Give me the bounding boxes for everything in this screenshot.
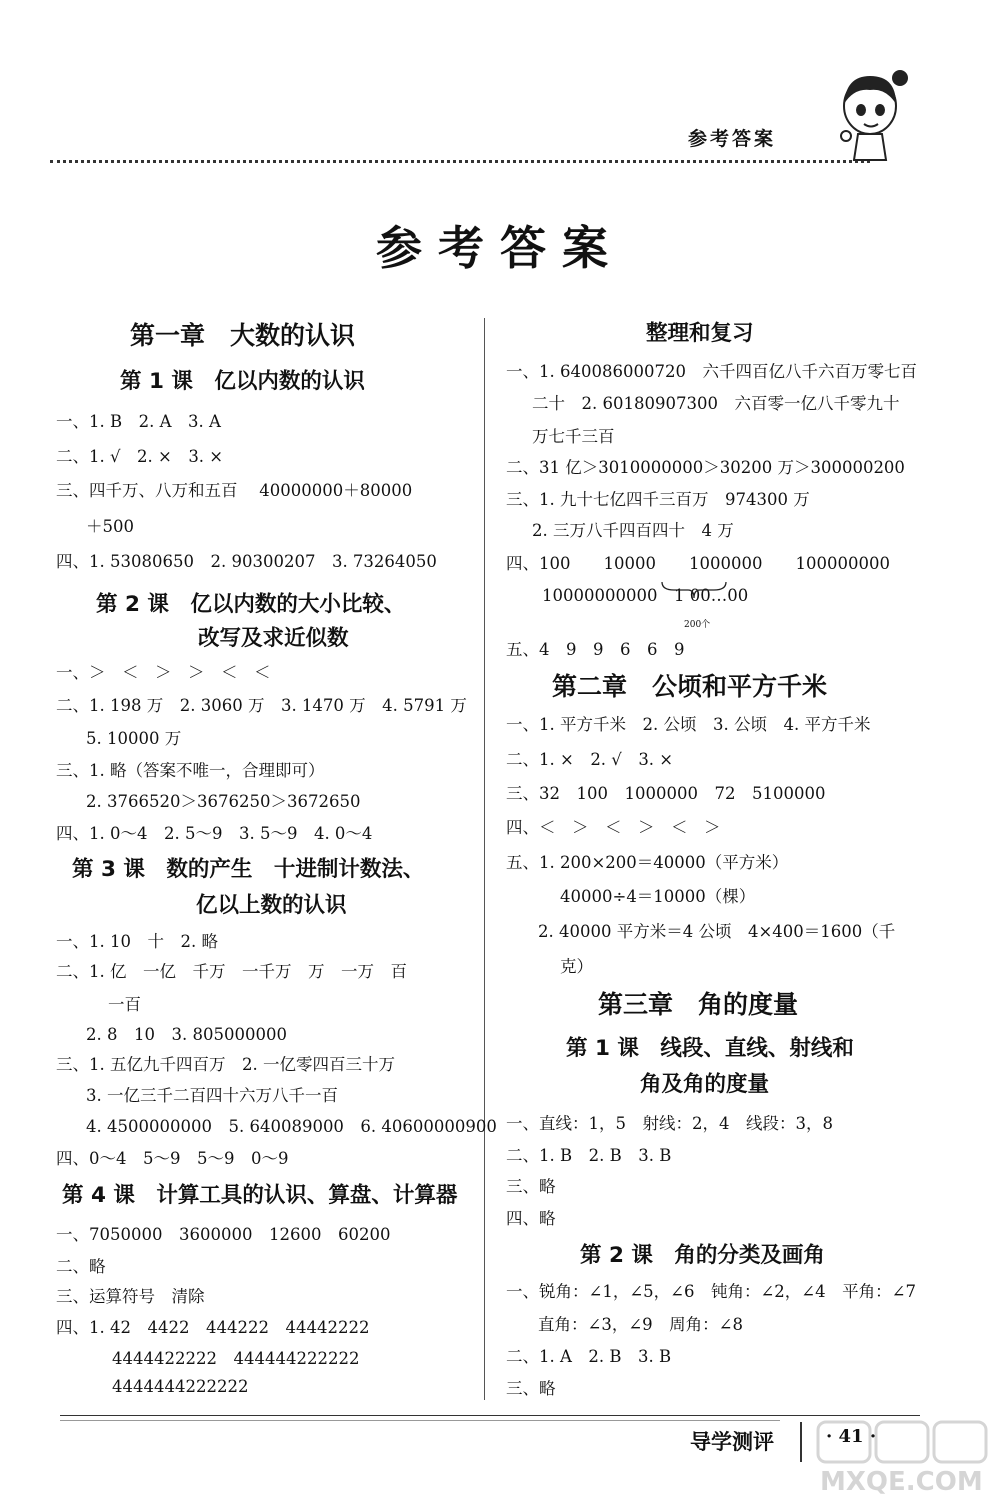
answer-line: 一、1. 平方千米 2. 公顷 3. 公顷 4. 平方千米 [506, 715, 871, 734]
answer-line: 一、直线：1，5 射线：2，4 线段：3，8 [506, 1114, 833, 1133]
answer-line: 三、1. 五亿九千四百万 2. 一亿零四百三十万 [56, 1055, 395, 1074]
answer-line: 二、1. A 2. B 3. B [506, 1347, 672, 1366]
answer-line: 三、1. 略（答案不唯一，合理即可） [56, 761, 325, 780]
answer-line: 一百 [108, 995, 141, 1014]
answer-line: 五、1. 200×200＝40000（平方米） [506, 853, 789, 872]
header-dotted-line [50, 160, 870, 163]
answer-line: 二十 2. 60180907300 六百零一亿八千零九十 [532, 394, 900, 413]
answer-line: 一、1. 10 十 2. 略 [56, 932, 218, 951]
answer-line: 二、略 [56, 1257, 106, 1276]
section-heading: 第 4 课 计算工具的认识、算盘、计算器 [62, 1183, 458, 1208]
answer-line: 2. 40000 平方米＝4 公顷 4×400＝1600（千 [538, 922, 896, 941]
answer-line: 四、略 [506, 1209, 556, 1228]
section-heading: 第 1 课 亿以内数的认识 [120, 369, 365, 394]
answer-line: 2. 3766520＞3676250＞3672650 [86, 792, 361, 811]
answer-line: 四、0～4 5～9 5～9 0～9 [56, 1149, 289, 1168]
section-heading: 第二章 公顷和平方千米 [552, 672, 828, 701]
answer-line: 三、运算符号 清除 [56, 1287, 205, 1306]
section-heading: 改写及求近似数 [198, 626, 349, 651]
section-heading: 第 1 课 线段、直线、射线和 [566, 1036, 854, 1061]
answer-line: 4444422222 444444222222 [112, 1349, 360, 1368]
answer-line: 四、1. 53080650 2. 90300207 3. 73264050 [56, 552, 437, 571]
answer-line: 四、1. 42 4422 444222 44442222 [56, 1318, 370, 1337]
answer-line: ＋500 [86, 517, 134, 536]
mascot-illustration [826, 64, 916, 164]
answer-line: 5. 10000 万 [86, 729, 182, 748]
footer-line [60, 1415, 920, 1416]
section-heading: 第 2 课 角的分类及画角 [580, 1243, 825, 1268]
answer-line: 直角：∠3，∠9 周角：∠8 [538, 1315, 743, 1334]
answer-line: 四、100 10000 1000000 100000000 [506, 554, 890, 573]
underbrace-icon [660, 580, 728, 606]
page-title: 参考答案 [376, 221, 624, 275]
footer-line-thin [60, 1420, 780, 1421]
answer-line: 4. 4500000000 5. 640089000 6. 40600000900 [86, 1117, 497, 1136]
answer-line: 二、31 亿＞3010000000＞30200 万＞300000200 [506, 458, 905, 477]
section-heading: 角及角的度量 [640, 1072, 770, 1097]
answer-line: 一、1. B 2. A 3. A [56, 412, 221, 431]
answer-line: 二、1. √ 2. × 3. × [56, 447, 224, 466]
answer-line: 一、7050000 3600000 12600 60200 [56, 1225, 391, 1244]
answer-line: 四、＜ ＞ ＜ ＞ ＜ ＞ [506, 818, 721, 837]
answer-line: 三、略 [506, 1379, 556, 1398]
answer-line: 2. 三万八千四百四十 4 万 [532, 521, 734, 540]
answer-line: 三、四千万、八万和五百 40000000＋80000 [56, 481, 413, 500]
answer-line: 三、1. 九十七亿四千三百万 974300 万 [506, 490, 810, 509]
answer-line: 4444444222222 [112, 1377, 249, 1396]
answer-line: 一、锐角：∠1，∠5，∠6 钝角：∠2，∠4 平角：∠7 [506, 1282, 916, 1301]
column-divider [484, 318, 485, 1400]
answer-line: 二、1. × 2. √ 3. × [506, 750, 674, 769]
answer-line: 3. 一亿三千二百四十六万八千一百 [86, 1086, 338, 1105]
answer-line: 三、32 100 1000000 72 5100000 [506, 784, 826, 803]
answer-line: 克） [560, 957, 593, 976]
answer-line: 四、1. 0～4 2. 5～9 3. 5～9 4. 0～4 [56, 824, 373, 843]
svg-text:MXQE.COM: MXQE.COM [820, 1467, 983, 1496]
answer-line: 三、略 [506, 1177, 556, 1196]
section-heading: 第 3 课 数的产生 十进制计数法、 [72, 857, 425, 882]
header-label: 参考答案 [688, 128, 777, 150]
page-number: · 41 · [826, 1426, 877, 1447]
section-heading: 第 2 课 亿以内数的大小比较、 [96, 592, 406, 617]
answer-line: 2. 8 10 3. 805000000 [86, 1025, 287, 1044]
answer-line: 万七千三百 [532, 427, 615, 446]
brace-label: 200个 [684, 620, 711, 630]
section-heading: 第三章 角的度量 [598, 990, 799, 1019]
section-heading: 整理和复习 [646, 321, 754, 346]
footer-separator [800, 1422, 802, 1462]
answer-line: 一、＞ ＜ ＞ ＞ ＜ ＜ [56, 663, 271, 682]
section-heading: 第一章 大数的认识 [130, 321, 356, 350]
footer-brand: 导学测评 [690, 1430, 774, 1454]
answer-line: 二、1. 亿 一亿 千万 一千万 万 一万 百 [56, 962, 407, 981]
answer-line: 10000000000 1 00…00 [542, 586, 749, 605]
watermark-logo [810, 1418, 995, 1496]
answer-line: 五、4 9 9 6 6 9 [506, 640, 685, 659]
answer-line: 二、1. 198 万 2. 3060 万 3. 1470 万 4. 5791 万 [56, 696, 467, 715]
answer-line: 二、1. B 2. B 3. B [506, 1146, 672, 1165]
answer-line: 40000÷4＝10000（棵） [560, 887, 756, 906]
section-heading: 亿以上数的认识 [196, 893, 347, 918]
answer-line: 一、1. 640086000720 六千四百亿八千六百万零七百 [506, 362, 917, 381]
